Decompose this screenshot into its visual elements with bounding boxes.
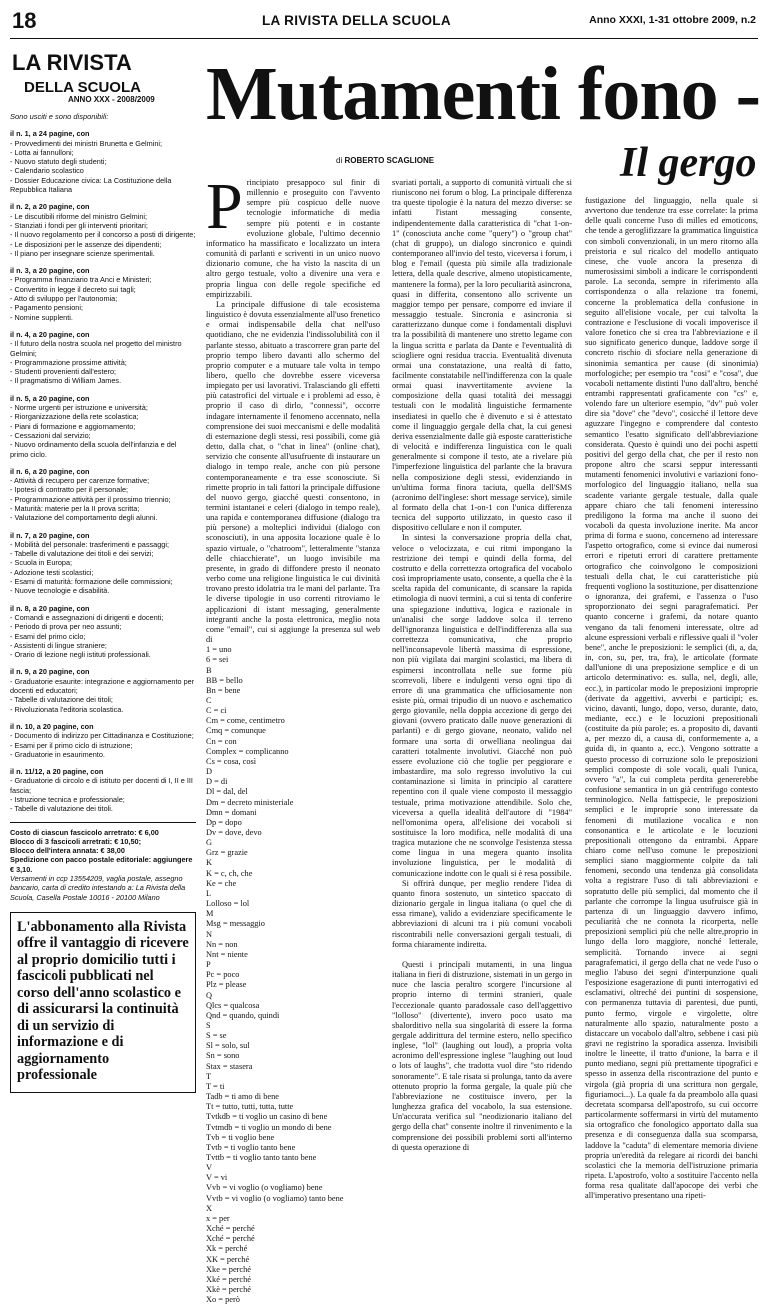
issue-item: - Esami per il primo ciclo di istruzione; [10, 740, 133, 750]
issue-item: - Pagamento pensioni; [10, 303, 84, 313]
glossary-entry: S = se [206, 1031, 227, 1041]
logo-year: ANNO XXX - 2008/2009 [68, 95, 155, 104]
glossary-entry: Stax = stasera [206, 1061, 253, 1071]
issue-item: - Tabelle di valutazione dei titoli e dei servizi; [10, 549, 154, 559]
issue-item: - Attività di recupero per carenze formative; [10, 476, 150, 486]
glossary-entry: V [206, 1163, 213, 1173]
glossary-entry: Xké = perché [206, 1274, 252, 1284]
glossary-entry: Dp = dopo [206, 817, 242, 827]
issue-item: - Programmazione prossime attività; [10, 357, 127, 367]
glossary-entry: Dm = decreto ministeriale [206, 797, 294, 807]
glossary-entry: Msg = messaggio [206, 919, 265, 929]
glossary-entry: Tvtkdb = ti voglio un casino di bene [206, 1112, 328, 1122]
issue-item: - Dossier Educazione civica: La Costituzione della Repubblica Italiana [10, 175, 172, 195]
sms-glossary [206, 645, 380, 1305]
cost-shipping: Spedizione con pacco postale editoriale: aggiungere € 3,10. [10, 855, 193, 874]
issue-item: - Calendario scolastico [10, 166, 84, 176]
glossary-entry: N [206, 929, 213, 939]
issue-item: - Nuovo ordinamento della scuola dell'infanzia e del primo ciclo. [10, 440, 177, 459]
glossary-entry: Tadb = ti amo di bene [206, 1092, 279, 1102]
glossary-entry: Xk = perché [206, 1244, 248, 1254]
article-subtitle: Il gergo [620, 140, 757, 186]
paragraph: Si offrirà dunque, per meglio rendere l'idea di quanto finora sostenuto, un sintetico spaccato di dizionario gergale in lingua italiana (o quel che di essa rimane), valido a evidenziare specificamente le abbreviazioni di alcuni tra i più comuni vocaboli riscontrabili nelle conversazioni gergali testuali, di forma chiaramente indiretta. [392, 878, 572, 949]
issue-entry [10, 604, 196, 660]
glossary-entry: K [206, 858, 213, 868]
glossary-entry: Grz = grazie [206, 848, 248, 858]
glossary-entry: Q [206, 990, 213, 1000]
subscription-ad: L'abbonamento alla Rivista offre il vantaggio di ricevere al proprio domicilio tutti i fascicoli pubblicati nel corso dell'anno scolastico e di assicurarsi la continuità di un servizio di informazione e di aggiornamento professionale [10, 912, 196, 1093]
glossary-entry: V = vi [206, 1173, 228, 1183]
issue-item: - Rivoluzionata l'editoria scolastica. [10, 704, 124, 714]
payment-info: Versamenti in ccp 13554209, vaglia postale, assegno bancario, carta di credito intestando a: La Rivista della Scuola, Casella Postale 10016 - 20100 Milano [10, 874, 186, 902]
glossary-entry: Cs = cosa, così [206, 756, 257, 766]
issue-entry [10, 531, 196, 596]
issue-item: - Il nuovo regolamento per il concorso a posti di dirigente; [10, 230, 196, 240]
glossary-entry: Dmn = domani [206, 807, 257, 817]
cost-three: Blocco di 3 fascicoli arretrati: € 10,50; [10, 836, 141, 846]
glossary-entry: Xkè = perché [206, 1285, 252, 1295]
issue-item: - Riorganizzazione della rete scolastica; [10, 412, 139, 422]
issue-entry [10, 330, 196, 386]
issue-title: il n. 6, a 20 pagine, con [10, 466, 90, 476]
glossary-entry: Xché = perché [206, 1234, 255, 1244]
issue-entry [10, 667, 196, 713]
glossary-entry: Ke = che [206, 878, 237, 888]
glossary-entry: Vvtb = vi voglio (o vogliamo) tanto bene [206, 1193, 344, 1203]
glossary-entry: Dl = dal, del [206, 787, 248, 797]
glossary-entry: T = ti [206, 1081, 225, 1091]
author-name: ROBERTO SCAGLIONE [344, 156, 435, 165]
glossary-entry: D = di [206, 777, 228, 787]
drop-cap: P [206, 170, 243, 243]
article-column-1 [206, 170, 380, 1305]
paragraph: La principale diffusione di tale ecosistema linguistico è dovuta essenzialmente all'uso frenetico e ormai indispensabile della chat nell'uso quotidiano, che ne evidenzia l'indissolubilità con il parlante stesso, abituato a trascorrere gran parte del proprio tempo libero davanti allo schermo del proprio computer e a mutuare tale volta in tempo libero, quello che dovrebbe essere viceversa impiegato per usi lavorativi. Tralasciando gli effetti più catastrofici del virtuale e i problemi ad esso, è proprio il caso di dirlo, "connessi", occorre indagare internamente il fenomeno accennato, nella comprensione dei suoi meccanismi e delle modalità di esternazione degli stessi, resi possibili, come già detto, dalla chat, o "chat in linea" (online chat), servizio che consente all'usufruente di instaurare un dialogo in tempo reale, anche con più persone contemporaneamente e tra esse sconosciute. Si rimette proprio in tali fattori la principale diffusione del nuovo gergo, giacché questi consentono, in termini istantanei e celeri (dialogo in tempo reale), una rapida e contemporanea diffusione (dialogo tra più persone) a molteplici individui (dialogo con sconosciuti), in una apposita locazione quale è lo spazio virtuale, o "chatroom", letteralmente "stanza delle chiacchierate", un luogo invisibile ma presente, in grado di diffondere presto il neonato verbo come una religione linguistica le cui divinità trovano presto idolatria tra le mani del parlante. Tra le diverse tipologie in uso correnti ritroviamo le applicazioni di istant messaging, generalmente integranti anche la posta elettronica, meglio nota come "email", cui si aggiunge la presenza sul web di [206, 299, 380, 645]
glossary-entry: Nn = non [206, 939, 238, 949]
issue-item: - Esami di maturità: formazione delle commissioni; [10, 577, 173, 587]
glossary-entry: G [206, 838, 213, 848]
issue-item: - Assistenti di lingue straniere; [10, 640, 107, 650]
issue-item: - Ipotesi di contratto per il personale; [10, 485, 129, 495]
issue-item: - Nuovo statuto degli studenti; [10, 157, 107, 167]
glossary-entry: Pc = poco [206, 970, 240, 980]
issue-title: il n. 4, a 20 pagine, con [10, 329, 90, 339]
issue-title: il n. 10, a 20 pagine, con [10, 721, 94, 731]
issue-title: il n. 3, a 20 pagine, con [10, 266, 90, 276]
glossary-entry: x = per [206, 1213, 230, 1223]
glossary-entry: Vvb = vi voglio (o vogliamo) bene [206, 1183, 323, 1193]
issue-item: - Stanziati i fondi per gli interventi prioritari; [10, 220, 148, 230]
issue-item: - Norme urgenti per istruzione e università; [10, 403, 148, 413]
issue-info: Anno XXXI, 1-31 ottobre 2009, n.2 [589, 14, 756, 26]
paragraph: In sintesi la conversazione propria della chat, veloce o velocizzata, e cui ritmi impongano la restrizione dei tempi e quindi della forma, del costrutto e della correttezza ortografica del vocabolo così impropriamente usato, consente, a quella che è la scelta rapida del comunicante, di scansare la rapida etimologia di nuovi termini, a cui si tenta di conferire una spiegazione induttiva, logica e razionale in un'analisi che sorge laddove solca il terreno dell'ignoranza linguistica e dell'indifferenza alla sua correttezza comunicativa, che proprio nell'inconsapevole libertà massima di espressione, non più vigilata dai margini scolastici, ma libera di espimersi incontrollata nelle sue forme più scorrevoli, libere e indulgenti verso ogni tipo di errore di una grammatica che ufficiosamente non esiste più, ormai tripudio di un nuovo e aschematico gergo giovanile, nella doppia accezione di gergo dei giovani (ovvero praticato dalle nuove generazioni di parlanti) e di gergo giovane, neonato, valido nel formare una sorta di orwelliana neolingua dai caratteri totalmente involutivi. Giacché non può essere evoluzione ciò che toglie per peggiorare e imbastardire, ma solo regresso involutivo la cui contaminazione si limita in principio al carattere repentino con il quale viene composto il messaggio testuale, prima motivazione attendibile. Solo che, viceversa a quella idealità dell'autore di "1984" nell'omonima opera, all'elisione dei vocaboli si sostituisce la loro modifica, nelle modalità di una tragica mutazione che ne sconvolge l'esistenza stessa come lingua in una megera quanto insolita involuzione linguistica, per le modalità di comunicazione indotte con le quali si è resa possibile. [392, 533, 572, 878]
byline-prefix: di [336, 156, 343, 165]
issue-item: - Esami del primo ciclo; [10, 631, 86, 641]
glossary-entry: S [206, 1020, 211, 1030]
issue-item: - Studenti provenienti dall'estero; [10, 367, 117, 377]
glossary-entry: Cmq = comunque [206, 726, 266, 736]
glossary-entry: K = c, ch, che [206, 868, 253, 878]
glossary-entry: Nnt = niente [206, 949, 248, 959]
glossary-entry: Tvb = ti voglio bene [206, 1132, 275, 1142]
issue-title: il n. 11/12, a 20 pagine, con [10, 767, 104, 777]
cost-single: Costo di ciascun fascicolo arretrato: € 6,00 [10, 827, 159, 837]
magazine-name: LA RIVISTA DELLA SCUOLA [262, 13, 451, 28]
issue-item: - Cessazioni dal servizio; [10, 430, 91, 440]
issue-item: - Graduatorie di circolo e di istituto per docenti di I, II e III fascia; [10, 776, 193, 795]
glossary-entry: Tvttb = ti voglio tanto tanto bene [206, 1153, 317, 1162]
glossary-entry: M [206, 909, 214, 919]
glossary-entry: C = ci [206, 706, 227, 716]
issue-item: - Graduatorie in esaurimento. [10, 749, 105, 759]
issue-title: il n. 9, a 20 pagine, con [10, 667, 90, 677]
glossary-entry: Cn = con [206, 736, 237, 746]
issue-item: - Piani di formazione e aggiornamento; [10, 421, 136, 431]
article-column-2 [392, 178, 572, 1152]
issue-title: il n. 8, a 20 pagine, con [10, 603, 90, 613]
issue-item: - Nuove tecnologie e disabilità. [10, 586, 110, 596]
issue-item: - Le discutibili riforme del ministro Gelmini; [10, 211, 148, 221]
issue-item: - Graduatorie esaurite: integrazione e aggiornamento per docenti ed educatori; [10, 676, 195, 696]
issue-item: - Programmazione attività per il prossimo triennio; [10, 494, 171, 504]
paragraph: Questi i principali mutamenti, in una lingua italiana in fieri di distruzione, sistemati in un gergo in nuce che lascia peraltro scorgere l'incursione al proprio interno di termini stranieri, quale l'eccezionale quanto paradossale caso dell'aggettivo "lolloso" (divertente), invero poco usato ma sbalorditivo nella sua singolarità di essere la forma gergale addirittura del termine estero, nello specifico inglese, "lol" (laughing out loud), a propria volta acronimo dell'espressione inglese "laughing out loud o lots of laughs", che tradotta vuol dire "sto ridendo sonoramente". E tale risata si prolunga, tanto da avere ottenuto proprio la forma gergale, la quale più che l'abbreviazione ne costituisce invero, per la lunghezza grafica del vocabolo, la sua estensione. Un'accurata verifica sul "neodizionario italiano del gergo della chat" consente inoltre il rinvenimento e la comprensione dei possibili problemi sorti all'interno di questa operazione di [392, 959, 572, 1152]
issue-title: il n. 2, a 20 pagine, con [10, 202, 90, 212]
glossary-entry: D [206, 767, 213, 777]
byline [336, 156, 434, 165]
issue-item: - Mobilità del personale: trasferimenti e passaggi; [10, 539, 169, 549]
glossary-entry: B [206, 665, 212, 675]
glossary-entry: Qlcs = qualcosa [206, 1000, 260, 1010]
glossary-entry: T [206, 1071, 212, 1081]
costs-block [10, 822, 196, 902]
issue-item: - Tabelle di valutazione dei titoli; [10, 695, 113, 705]
issue-item: - Le disposizioni per le assenze dei dipendenti; [10, 239, 162, 249]
page-number: 18 [12, 8, 37, 33]
paragraph: fustigazione del linguaggio, nella quale si avvertono due tendenze tra esse correlate: la prima delle quali concerne l'uso di milles ed emoticons, che tende a geroglifizzare la grammatica linguistica con simboli convenzionali, in un mero ritorno alla preistoria e sul ricalco del modello antiquato cinese, che vuole ancora la presenza di numerosissimi simboli a indicare le corrispondenti parole. La seconda, sempre in riferimento alla corrispondenza o alla relazione tra fonemi, concerne la problematica della confusione in seguito all'elisione vocale, per cui talvolta la contrazione e l'esclusione di vocali impoverisce il valore fonetico che si crea tra l'abbreviazione e il suo significato generico dunque, laddove sorge il concreto rischio di sfociare nella generazione di sinonimia semantica per cause (di sinonimia) morfologiche; per esempio tra "cosi" e "cosa", due vocaboli nettamente distinti l'uno dall'altro, benché entrambi rappresentati graficamente con "cs" e, volendo fare un ulteriore esempio, "dv" può voler dire sia "dove" che "devo", cosicché il lettore deve aguzzare l'ingegno e comprendere dal contesto semantico l'esatto significato dell'abbreviazione considerata. Questo è quindi uno dei pochi aspetti positivi del gergo della chat, che per il resto non propone altro che scarsi seppur interessanti mutamenti fenomenici involutivi e variazioni fono-morfologico del linguaggio italiano, nella sua scadente variante gergale testuale, dalla quale appare chiaro che tali fenomeni interessino prediligono la forma ma anche il suono dei vocaboli da questa involuzione inerite. Ma ancor prima di forma e suono, concerneno ad interessare l'aspetto ortografico, come si evince dai numerosi errori e ripetuti errori di carattere prettamente ortografico che coinvolgono le composizioni testuali della chat, le cui caratteristiche più frequenti vogliono la sostituzione, per disattenzione o ignoranza, dei grafemi, e l'assenza o l'uso sproporzionato dei segni paragrafematici. Per quanto concerne i grafemi, da notare quanto vengano da tali fenomeni interessate, oltre ad alcune espressioni verbali e riflessive quali il "voler bene", anche le preposizioni: le semplici (di, a, da, in, con, su, per, tra, fra), le articolate (formate dall'unione di una preposizione semplice e di un articolo determinativo: es. sulla, nel, degli, alle, ecc.), in particolar modo le preposizioni improprie (derivate da aggettivi, avverbi e participi; es. vicino, davanti, lungo, dopo, verso, durante, dato, mediante, ecc.) e le locuzioni prepositionali (costituite da più parole; es. a proposito di, davanti a, per mezzo di, a causa di, conformemente a, a guida di, in quanto a, ecc.). Vengono sottratte a questo processo di corruzione solo le preposizioni semplici composte di sole vocali, quali l'unica, ovvero "a", la cui completa perdita genererebbe confusione semantica in un già centrifugo contesto terminologico. Nella fattispecie, le preposizioni semplici e le improprie sono interessate da fenomeni di mutilazione vocalica e non consonantica e le articolate e le locuzioni prepositionali ottengono da entrambi. Appare chiaro come nell'uso comune le preposizioni semplici siano maggiormente colpite da tali fenomeni, secondo una tendenza già consolidata volta a registrare l'uso di tali abbreviazioni e sopratutto delle più semplici, dal momento che il parlante che corrompe la lingua usufruisce già in partenza di un linguaggio davvero infimo, peculiarità che ne connota la ricorperta, nelle preposizioni semplici più che nelle altre,proprio in lungo della loro maggiore, nonché letterale, semplicità. Tornando invece ai segni paragrafematici, il gergo della chat ne vede l'uso o meglio l'abuso dei segni d'interpunzione quali l'esposizione esagerazione di punti interrogativi ed esclamativi, oltreché dei puntini di sospensione, con permanenza tuttavia di parentesi, due punti, punto fermo, virgole e virgolette, oltre naturalmente allo spazio, naturalmente posto a distaccare un vocabolo dall'altro, sebbene i casi più gravi ne registrino la sporadica assenza. Invisibili inoltre le lineette, il tratto d'unione, la barra e il punto mediano, segni più prettamente tipografici e spesso in assenza della riscontrazione del punto e virgola (già propria di una scrittura non gergale, figuriamoci...). La quale fa da preambolo alla quasi decretata scomparsa dell'apostrofo, su cui occorre particolarmente soffermarsi in virtù del mutamento sia ortografico che fonologico apportato dalla sua presenza e di conseguenza dalla sua scomparsa, laddove la "caduta" di elementare memoria diviene propria un'eredità da relegare ai ricordi dei banchi scolastici che la memoria dell'istruzione primaria ripeta. L'apostrofo, volto a sostituire l'accento nella forma resa qualitate dall'apocope dei verbi che all'imperativo presentano una ripeti- [585, 196, 758, 1201]
issue-item: - Scuola in Europa; [10, 558, 73, 568]
page-header [0, 0, 768, 40]
issue-item: - Nomine supplenti. [10, 312, 73, 322]
glossary-entry: XK = perché [206, 1254, 250, 1264]
issue-entry [10, 202, 196, 258]
issue-item: - Tabelle di valutazione dei titoli. [10, 804, 113, 814]
glossary-entry: Dv = dove, devo [206, 828, 262, 837]
issue-item: - Il futuro della nostra scuola nel progetto del ministro Gelmini; [10, 339, 182, 358]
issue-entry [10, 129, 196, 194]
glossary-entry: C [206, 695, 212, 705]
glossary-entry: Qnd = quando, quindi [206, 1010, 280, 1020]
glossary-entry: L [206, 888, 212, 898]
issue-item: - Programma finanziario tra Anci e Ministeri; [10, 275, 152, 285]
glossary-entry: P [206, 960, 211, 970]
glossary-entry: Complex = complicanno [206, 746, 289, 756]
issue-item: - Periodo di prova per neo assunti; [10, 622, 122, 632]
article-title: Mutamenti fono - [206, 52, 760, 136]
glossary-entry: Tvtmdb = ti voglio un mondo di bene [206, 1122, 332, 1132]
glossary-entry: 6 = sei [206, 655, 229, 665]
back-issues-list [10, 129, 196, 813]
glossary-entry: 1 = uno [206, 645, 232, 655]
issue-entry [10, 467, 196, 523]
logo-subtitle: DELLA SCUOLA [24, 79, 141, 96]
logo-title: LA RIVISTA [12, 50, 132, 75]
glossary-entry: Lolloso = lol [206, 899, 250, 909]
issue-item: - Documento di indirizzo per Cittadinanza e Costituzione; [10, 731, 194, 741]
issue-item: - Provvedimenti dei ministri Brunetta e Gelmini; [10, 138, 163, 148]
issue-item: - Istruzione tecnica e professionale; [10, 795, 125, 804]
glossary-entry: Xo = però [206, 1295, 240, 1305]
issue-title: il n. 7, a 20 pagine, con [10, 530, 90, 540]
glossary-entry: Tt = tutto, tutti, tutta, tutte [206, 1102, 294, 1112]
header-rule [10, 38, 758, 39]
glossary-entry: Plz = please [206, 980, 247, 990]
glossary-entry: Cm = come, centimetro [206, 716, 285, 726]
article-column-3 [585, 196, 758, 1201]
issue-title: il n. 1, a 24 pagine, con [10, 129, 90, 139]
issue-item: - Il piano per insegnare scienze sperimentali. [10, 248, 155, 258]
paragraph: svariati portali, a supporto di comunità virtuali che si riuniscono nei forum o blog. La principale differenza tra queste tipologie è la natura del mezzo diverse: se infatti l'istant messaging consente, indipendentemente dalla caratteristica di "chat 1-on-1" (conosciuta anche come "query") o "group chat" (chat di gruppo), un dialogo sincronico e quindi contemporaneo all'invio del testo, viceversa i forum, i blog e l'email (questa più simile alla tradizionale lettera, della quale descrive, almeno utopisticamente, mantenere la forma), per la loro peculiarità asincrona, quasi in differita, consentono allo scrivente un maggior tempo per pensare, comporre ed inviare il messaggio testuale. Sincronia e asincronia si caratterizzano dunque come i fondamentali displuvi tra la possibilità di mantenere uno stretto legame con la lingua scritta e parlata da Dante e l'eventualità di sciogliere ogni residua traccia. Eventualità divenuta ormai una constatazione, una realtà di fatto, facilmente constatabile nell'indifferenza con la quale ormai quasi inavvertitamente avviene la composizione della quasi totalità dei messaggi testuali con le modalità linguistiche fermamente insediatesi in quello che è divenuto e si è attestato come il linguaggio gergale della chat, la cui genesi deriva essenzialmente dalle già esposte caratteristiche di velocità e indifferenza linguistica con le quali generalmente si compone il testo, ate a rivelare più l'imperfezione linguistica del parlante che la bravura nella composizione degli stessi, evidenziando in un'ultima forma finora taciuta, quella dell'SMS (acronimo dell'inglese: short message service), simile al formato della chat 1-on-1 con l'unica differenza tecnica del supporto utilizzato, in questo caso il dispositivo cellulare e non il computer. [392, 178, 572, 533]
issue-entry [10, 722, 196, 759]
issue-item: - Il pragmatismo di William James. [10, 376, 122, 386]
cost-annual: Blocco dell'intera annata: € 38,00 [10, 846, 125, 856]
available-label: Sono usciti e sono disponibili: [10, 112, 109, 121]
glossary-entry: X [206, 1203, 213, 1213]
issue-item: - Atto di sviluppo per l'autonomia; [10, 294, 118, 304]
issue-item: - Comandi e assegnazioni di dirigenti e docenti; [10, 612, 164, 622]
issue-entry [10, 767, 196, 813]
issue-entry [10, 394, 196, 459]
sidebar [10, 52, 196, 1093]
glossary-entry: Tvtb = ti voglio tanto bene [206, 1142, 296, 1152]
issue-item: - Orario di lezione negli istituti professionali. [10, 650, 151, 660]
glossary-entry: Sl = solo, sul [206, 1041, 250, 1051]
issue-item: - Adozione testi scolastici; [10, 567, 94, 577]
glossary-entry: BB = bello [206, 675, 243, 685]
paragraph: rincipiato presappoco sul finir di millennio e proseguito con l'avvento sempre più cospicuo delle nuove tecnologie informatiche di media sempre più potenti e in costante evoluzione globale, l'ultimo decennio informatico ha massificato e localizzato un intera comunità di parlanti e scriventi in un unico nuovo dizionario comune, che ha visto la nascita di un altro gergo testuale, volto a divenire una vera e propria lingua con delle regole specifiche ed empirizzabili. [206, 178, 380, 299]
issue-item: - Maturità: materie per la II prova scritta; [10, 503, 140, 513]
issue-item: - Lotta ai fannulloni; [10, 147, 74, 157]
glossary-entry: Xke = perché [206, 1264, 252, 1274]
issue-entry [10, 266, 196, 322]
glossary-entry: Bn = bene [206, 685, 241, 695]
glossary-entry: Sn = sono [206, 1051, 240, 1061]
issue-title: il n. 5, a 20 pagine, con [10, 393, 90, 403]
issue-item: - Convertito in legge il decreto sui tagli; [10, 284, 136, 294]
issue-item: - Valutazione del comportamento degli alunni. [10, 513, 158, 523]
glossary-entry: Xché = perché [206, 1224, 255, 1234]
